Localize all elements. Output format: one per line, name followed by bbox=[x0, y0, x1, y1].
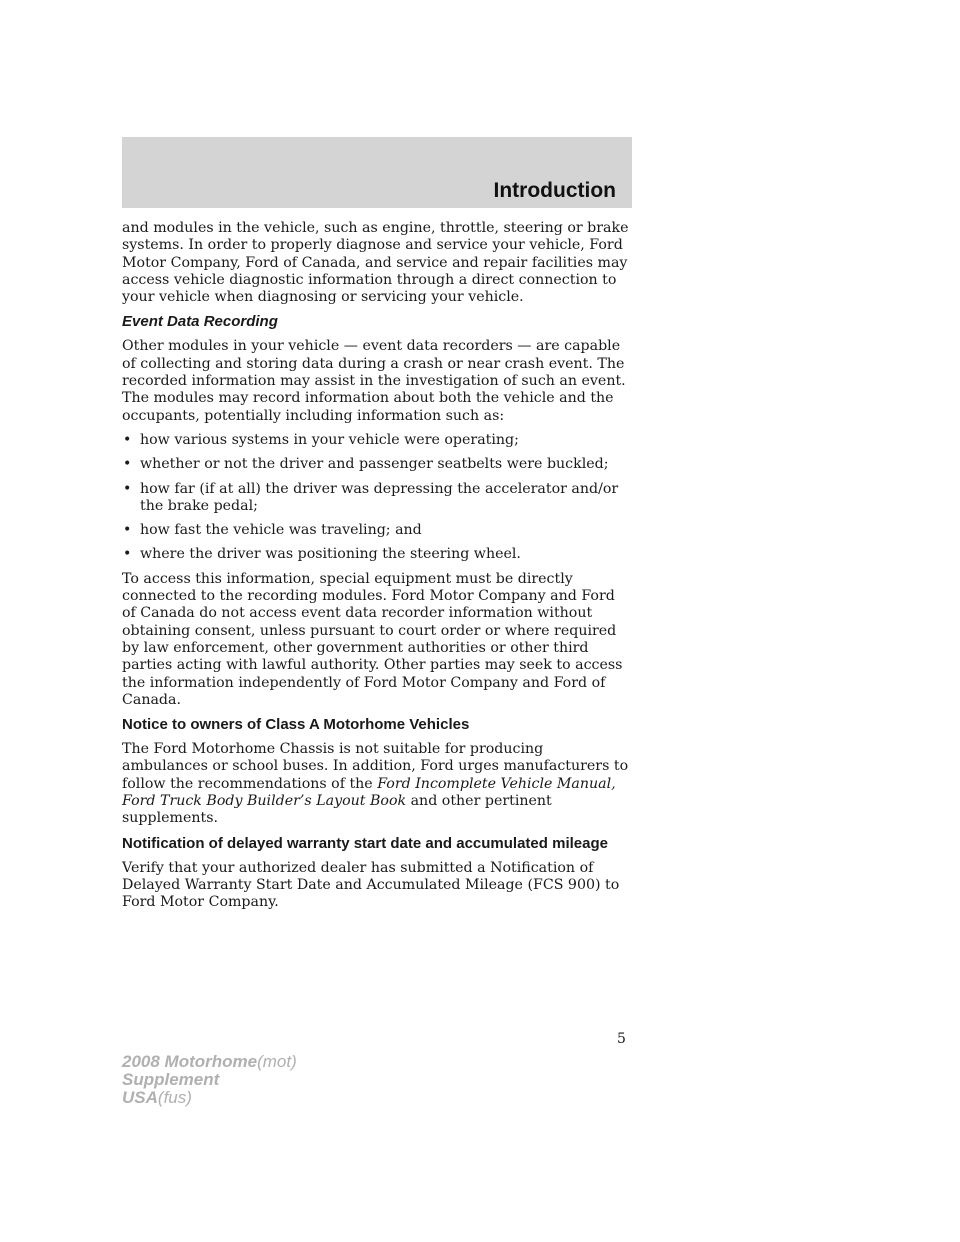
class-a-paragraph: The Ford Motorhome Chassis is not suitable for producing ambulances or school buses. In addition, Ford urges manufacturers to follow the recommendations of the Ford Incomplete Vehicle Manual, Ford Truck Body Builder’s Layout Book and other pertinent supplements. bbox=[122, 741, 629, 827]
page-content bbox=[122, 220, 632, 919]
header-band bbox=[122, 137, 632, 208]
heading-delayed-warranty: Notification of delayed warranty start date and accumulated mileage bbox=[122, 834, 608, 852]
bullet-icon: • bbox=[123, 522, 132, 539]
intro-paragraph: and modules in the vehicle, such as engine, throttle, steering or brake systems. In order to properly diagnose and service your vehicle, Ford Motor Company, Ford of Canada, and service and repair facilities may access vehicle diagnostic information through a direct connection to your vehicle when diagnosing or servicing your vehicle. bbox=[122, 220, 629, 306]
bullet-icon: • bbox=[123, 546, 132, 563]
list-item: • how fast the vehicle was traveling; and bbox=[123, 522, 422, 539]
page-title: Introduction bbox=[493, 179, 616, 202]
bullet-icon: • bbox=[123, 456, 132, 473]
heading-class-a-notice: Notice to owners of Class A Motorhome Vehicles bbox=[122, 716, 470, 734]
access-paragraph: To access this information, special equipment must be directly connected to the recording modules. Ford Motor Company and Ford of Canada do not access event data recorder information without obtaining consent, unless pursuant to court order or where required by law enforcement, other government authorities or other third parties acting with lawful authority. Other parties may seek to access the information independently of Ford Motor Company and Ford of Canada. bbox=[122, 570, 623, 708]
bullet-icon: • bbox=[123, 480, 132, 497]
bullet-icon: • bbox=[123, 431, 132, 448]
warranty-paragraph: Verify that your authorized dealer has submitted a Notification of Delayed Warranty Start Date and Accumulated Mileage (FCS 900) to Ford Motor Company. bbox=[122, 859, 620, 911]
heading-event-data-recording: Event Data Recording bbox=[122, 313, 278, 331]
edr-bullet-list bbox=[122, 432, 632, 564]
list-item: • how various systems in your vehicle were operating; bbox=[123, 431, 519, 448]
list-item: • how far (if at all) the driver was depressing the accelerator and/or the brake pedal; bbox=[123, 480, 619, 514]
footer-watermark: 2008 Motorhome(mot) Supplement USA(fus) bbox=[122, 1052, 297, 1107]
list-item: • whether or not the driver and passenger seatbelts were buckled; bbox=[123, 456, 609, 473]
manual-titles: Ford Incomplete Vehicle Manual, Ford Truck Body Builder’s Layout Book bbox=[122, 775, 616, 810]
edr-paragraph: Other modules in your vehicle — event data recorders — are capable of collecting and storing data during a crash or near crash event. The recorded information may assist in the investigation of such an event. The modules may record information about both the vehicle and the occupants, potentially including information such as: bbox=[122, 338, 626, 424]
list-item: • where the driver was positioning the steering wheel. bbox=[123, 546, 521, 563]
page-number: 5 bbox=[617, 1031, 626, 1047]
